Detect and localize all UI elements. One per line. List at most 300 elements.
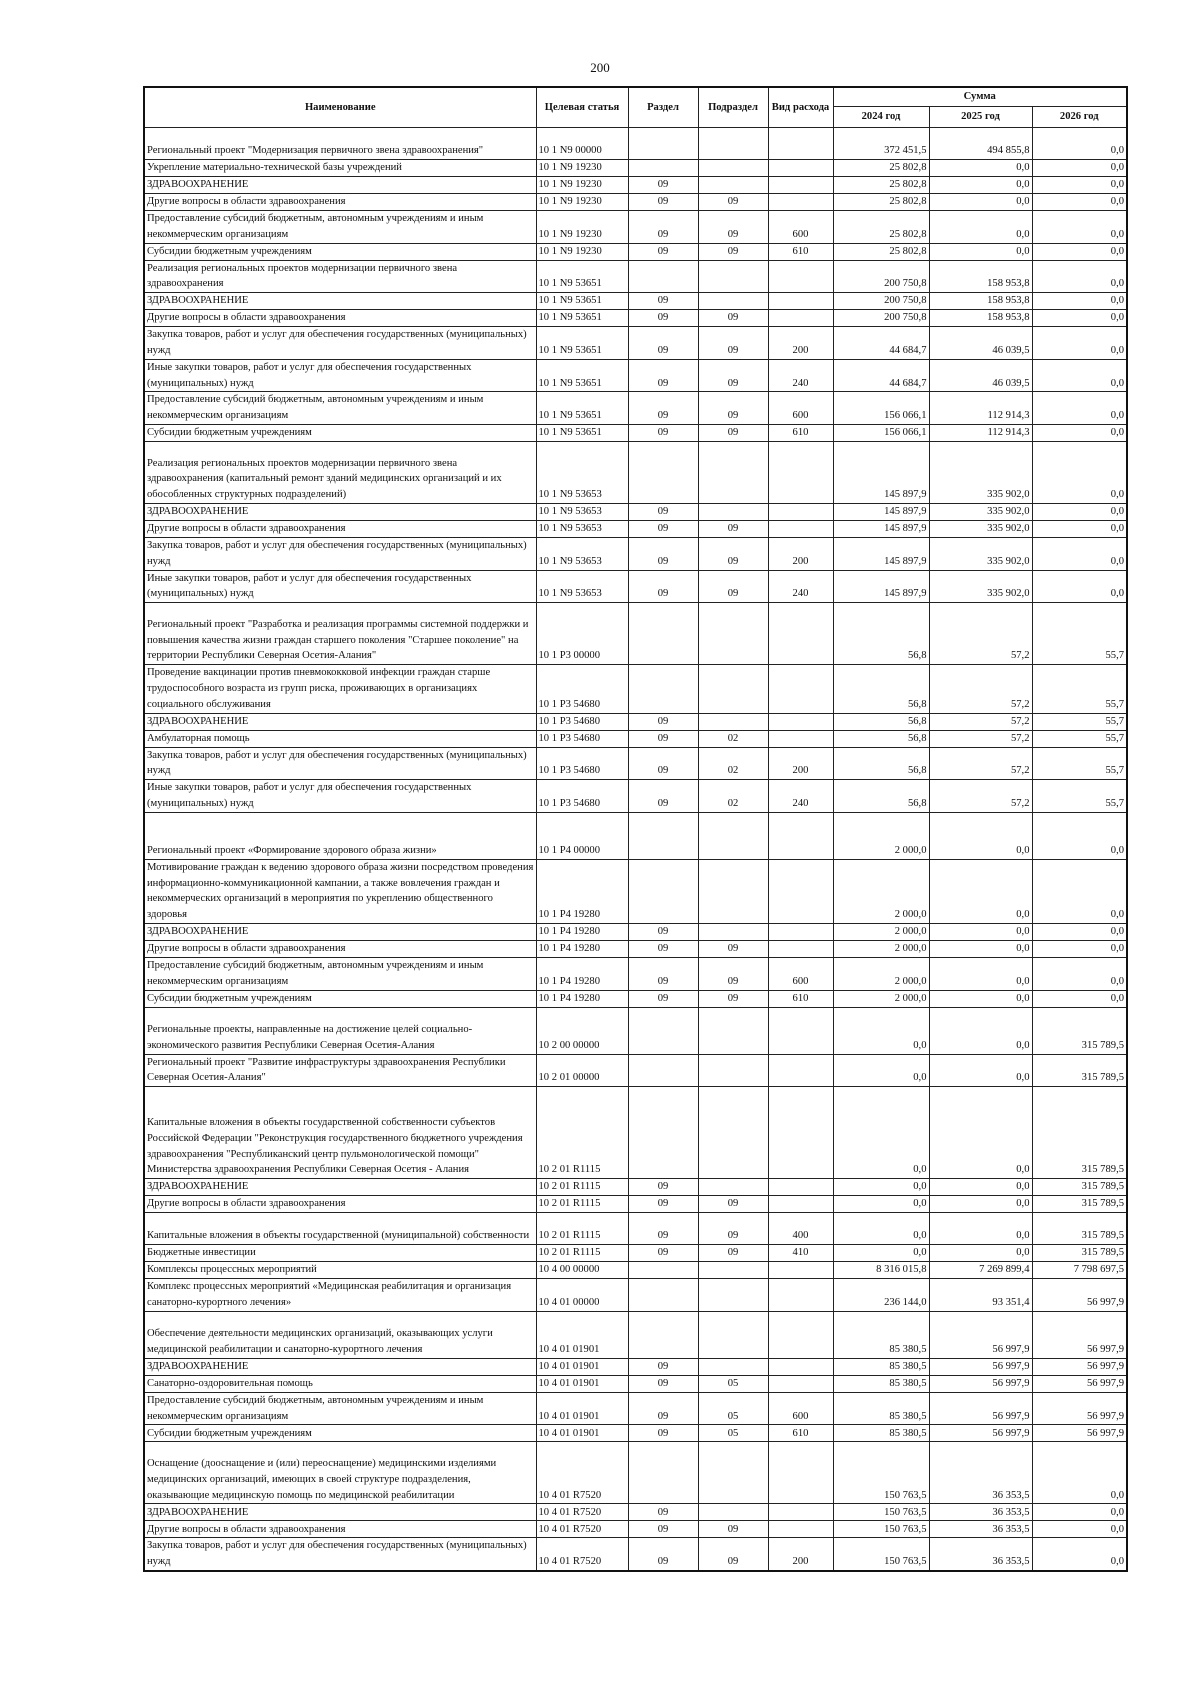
row-subsection — [698, 1311, 768, 1358]
row-value-2026: 0,0 — [1032, 441, 1127, 503]
row-value-2026: 0,0 — [1032, 392, 1127, 425]
table-row — [144, 1521, 1127, 1538]
row-value-2025: 0,0 — [929, 211, 1032, 244]
row-expense-type — [768, 1375, 833, 1392]
row-expense-type: 410 — [768, 1245, 833, 1262]
row-subsection — [698, 1262, 768, 1279]
row-value-2024: 56,8 — [833, 747, 929, 780]
row-value-2025: 57,2 — [929, 665, 1032, 713]
row-subsection: 05 — [698, 1392, 768, 1425]
row-subsection: 02 — [698, 747, 768, 780]
row-value-2024: 25 802,8 — [833, 194, 929, 211]
row-value-2024: 2 000,0 — [833, 957, 929, 990]
row-value-2026: 55,7 — [1032, 603, 1127, 665]
row-value-2026: 0,0 — [1032, 1521, 1127, 1538]
row-subsection — [698, 177, 768, 194]
row-value-2026: 0,0 — [1032, 990, 1127, 1007]
row-target: 10 1 N9 53653 — [536, 441, 628, 503]
row-section: 09 — [628, 747, 698, 780]
row-value-2024: 372 451,5 — [833, 128, 929, 160]
row-section: 09 — [628, 1538, 698, 1571]
row-expense-type — [768, 1054, 833, 1087]
row-name: ЗДРАВООХРАНЕНИЕ — [144, 177, 536, 194]
row-value-2025: 46 039,5 — [929, 359, 1032, 392]
row-value-2024: 156 066,1 — [833, 392, 929, 425]
row-target: 10 4 01 01901 — [536, 1311, 628, 1358]
table-row — [144, 194, 1127, 211]
row-expense-type — [768, 1196, 833, 1213]
row-subsection — [698, 441, 768, 503]
row-value-2025: 0,0 — [929, 859, 1032, 923]
row-target: 10 1 N9 19230 — [536, 160, 628, 177]
row-value-2025: 112 914,3 — [929, 392, 1032, 425]
row-value-2024: 145 897,9 — [833, 570, 929, 603]
row-expense-type — [768, 1279, 833, 1312]
row-value-2025: 494 855,8 — [929, 128, 1032, 160]
row-subsection — [698, 603, 768, 665]
row-target: 10 1 N9 19230 — [536, 177, 628, 194]
row-value-2026: 0,0 — [1032, 520, 1127, 537]
row-section: 09 — [628, 177, 698, 194]
row-name: Закупка товаров, работ и услуг для обеспечения государственных (муниципальных) нужд — [144, 327, 536, 360]
row-value-2025: 57,2 — [929, 780, 1032, 813]
row-subsection: 09 — [698, 392, 768, 425]
row-expense-type: 240 — [768, 780, 833, 813]
row-target: 10 4 01 01901 — [536, 1392, 628, 1425]
row-target: 10 1 P4 19280 — [536, 923, 628, 940]
row-expense-type: 200 — [768, 1538, 833, 1571]
row-value-2026: 0,0 — [1032, 424, 1127, 441]
row-expense-type — [768, 520, 833, 537]
budget-table — [143, 86, 1128, 1572]
row-value-2025: 0,0 — [929, 1054, 1032, 1087]
row-section: 09 — [628, 1213, 698, 1245]
row-value-2026: 0,0 — [1032, 211, 1127, 244]
row-name: Капитальные вложения в объекты государственной (муниципальной) собственности — [144, 1213, 536, 1245]
row-expense-type — [768, 1311, 833, 1358]
row-subsection: 09 — [698, 310, 768, 327]
row-value-2025: 46 039,5 — [929, 327, 1032, 360]
row-expense-type — [768, 812, 833, 859]
table-row — [144, 1392, 1127, 1425]
row-section: 09 — [628, 957, 698, 990]
row-section: 09 — [628, 990, 698, 1007]
row-value-2025: 0,0 — [929, 940, 1032, 957]
row-value-2024: 2 000,0 — [833, 923, 929, 940]
row-name: Предоставление субсидий бюджетным, автономным учреждениям и иным некоммерческим организациям — [144, 957, 536, 990]
row-value-2026: 55,7 — [1032, 665, 1127, 713]
row-name: Обеспечение деятельности медицинских организаций, оказывающих услуги медицинской реабилитации и санаторно-курортного лечения — [144, 1311, 536, 1358]
table-row — [144, 537, 1127, 570]
table-row — [144, 1196, 1127, 1213]
row-subsection — [698, 1007, 768, 1054]
row-target: 10 4 01 01901 — [536, 1425, 628, 1442]
row-target: 10 2 01 R1115 — [536, 1196, 628, 1213]
row-target: 10 4 01 R7520 — [536, 1538, 628, 1571]
table-row — [144, 780, 1127, 813]
row-subsection: 09 — [698, 424, 768, 441]
row-value-2024: 56,8 — [833, 665, 929, 713]
row-expense-type — [768, 859, 833, 923]
row-name: ЗДРАВООХРАНЕНИЕ — [144, 1179, 536, 1196]
row-expense-type: 600 — [768, 957, 833, 990]
row-target: 10 4 01 00000 — [536, 1279, 628, 1312]
row-subsection — [698, 293, 768, 310]
row-value-2024: 85 380,5 — [833, 1311, 929, 1358]
row-value-2025: 0,0 — [929, 1196, 1032, 1213]
row-section: 09 — [628, 570, 698, 603]
row-section: 09 — [628, 1375, 698, 1392]
row-section: 09 — [628, 1504, 698, 1521]
row-name: Проведение вакцинации против пневмококковой инфекции граждан старше трудоспособного возраста из групп риска, проживающих в организациях социального обслуживания — [144, 665, 536, 713]
row-value-2026: 56 997,9 — [1032, 1279, 1127, 1312]
row-expense-type — [768, 1521, 833, 1538]
table-row — [144, 293, 1127, 310]
header-sum: Сумма — [833, 87, 1127, 107]
row-value-2025: 56 997,9 — [929, 1425, 1032, 1442]
row-section — [628, 1442, 698, 1504]
row-target: 10 4 01 R7520 — [536, 1442, 628, 1504]
row-value-2026: 56 997,9 — [1032, 1358, 1127, 1375]
row-expense-type — [768, 730, 833, 747]
row-expense-type — [768, 1087, 833, 1179]
row-target: 10 4 01 01901 — [536, 1358, 628, 1375]
row-value-2025: 0,0 — [929, 160, 1032, 177]
row-value-2025: 335 902,0 — [929, 537, 1032, 570]
row-section: 09 — [628, 392, 698, 425]
row-value-2024: 56,8 — [833, 730, 929, 747]
row-value-2026: 315 789,5 — [1032, 1196, 1127, 1213]
row-section: 09 — [628, 310, 698, 327]
row-value-2024: 150 763,5 — [833, 1538, 929, 1571]
table-row — [144, 1311, 1127, 1358]
row-value-2026: 0,0 — [1032, 128, 1127, 160]
row-name: Реализация региональных проектов модернизации первичного звена здравоохранения (капитальный ремонт зданий медицинских организаций и их обособленных структурных подразделений) — [144, 441, 536, 503]
row-subsection — [698, 260, 768, 293]
row-name: Другие вопросы в области здравоохранения — [144, 310, 536, 327]
row-name: Комплексы процессных мероприятий — [144, 1262, 536, 1279]
row-section: 09 — [628, 730, 698, 747]
row-target: 10 1 N9 53653 — [536, 537, 628, 570]
row-value-2026: 55,7 — [1032, 730, 1127, 747]
row-value-2025: 0,0 — [929, 194, 1032, 211]
row-section: 09 — [628, 1425, 698, 1442]
row-value-2024: 85 380,5 — [833, 1375, 929, 1392]
row-subsection: 09 — [698, 537, 768, 570]
row-subsection — [698, 160, 768, 177]
row-value-2025: 335 902,0 — [929, 520, 1032, 537]
row-subsection — [698, 859, 768, 923]
row-name: Другие вопросы в области здравоохранения — [144, 940, 536, 957]
row-target: 10 1 P4 19280 — [536, 859, 628, 923]
row-value-2026: 0,0 — [1032, 923, 1127, 940]
row-section — [628, 260, 698, 293]
row-subsection: 09 — [698, 570, 768, 603]
row-section — [628, 1279, 698, 1312]
row-section — [628, 1007, 698, 1054]
row-subsection: 09 — [698, 211, 768, 244]
row-value-2024: 145 897,9 — [833, 441, 929, 503]
row-value-2024: 0,0 — [833, 1245, 929, 1262]
table-row — [144, 747, 1127, 780]
row-section: 09 — [628, 243, 698, 260]
table-row — [144, 1179, 1127, 1196]
row-value-2026: 0,0 — [1032, 1442, 1127, 1504]
row-value-2024: 145 897,9 — [833, 520, 929, 537]
row-value-2024: 2 000,0 — [833, 940, 929, 957]
row-name: Иные закупки товаров, работ и услуг для обеспечения государственных (муниципальных) нужд — [144, 780, 536, 813]
row-subsection: 09 — [698, 1213, 768, 1245]
row-section — [628, 1262, 698, 1279]
row-expense-type — [768, 177, 833, 194]
table-row — [144, 570, 1127, 603]
row-target: 10 1 P3 54680 — [536, 713, 628, 730]
row-name: ЗДРАВООХРАНЕНИЕ — [144, 1504, 536, 1521]
row-name: Иные закупки товаров, работ и услуг для обеспечения государственных (муниципальных) нужд — [144, 359, 536, 392]
row-value-2026: 0,0 — [1032, 177, 1127, 194]
row-section: 09 — [628, 520, 698, 537]
row-section: 09 — [628, 503, 698, 520]
row-section — [628, 1087, 698, 1179]
row-subsection — [698, 1279, 768, 1312]
row-target: 10 1 N9 19230 — [536, 243, 628, 260]
row-expense-type — [768, 1179, 833, 1196]
row-value-2024: 0,0 — [833, 1054, 929, 1087]
row-subsection — [698, 503, 768, 520]
row-expense-type — [768, 1007, 833, 1054]
row-value-2025: 56 997,9 — [929, 1358, 1032, 1375]
row-target: 10 2 01 R1115 — [536, 1213, 628, 1245]
row-section: 09 — [628, 327, 698, 360]
table-header — [144, 87, 1127, 128]
row-subsection — [698, 1358, 768, 1375]
row-section: 09 — [628, 1358, 698, 1375]
row-section: 09 — [628, 923, 698, 940]
row-value-2024: 85 380,5 — [833, 1358, 929, 1375]
row-section — [628, 1054, 698, 1087]
row-value-2025: 0,0 — [929, 923, 1032, 940]
row-section: 09 — [628, 1392, 698, 1425]
row-target: 10 4 01 R7520 — [536, 1521, 628, 1538]
row-value-2026: 315 789,5 — [1032, 1087, 1127, 1179]
header-target: Целевая статья — [536, 87, 628, 128]
row-value-2026: 55,7 — [1032, 747, 1127, 780]
row-target: 10 1 P4 00000 — [536, 812, 628, 859]
row-subsection — [698, 1442, 768, 1504]
row-target: 10 2 01 00000 — [536, 1054, 628, 1087]
row-expense-type — [768, 293, 833, 310]
row-value-2024: 2 000,0 — [833, 859, 929, 923]
row-value-2024: 200 750,8 — [833, 293, 929, 310]
row-value-2025: 57,2 — [929, 603, 1032, 665]
table-row — [144, 957, 1127, 990]
row-target: 10 1 N9 53651 — [536, 327, 628, 360]
row-target: 10 4 01 R7520 — [536, 1504, 628, 1521]
row-expense-type: 240 — [768, 570, 833, 603]
row-name: Региональный проект "Разработка и реализация программы системной поддержки и повышения качества жизни граждан старшего поколения "Старшее поколение" на территории Республики Северная Осетия-Алания" — [144, 603, 536, 665]
row-target: 10 1 P3 54680 — [536, 665, 628, 713]
row-value-2024: 0,0 — [833, 1007, 929, 1054]
row-value-2025: 57,2 — [929, 730, 1032, 747]
row-value-2026: 0,0 — [1032, 243, 1127, 260]
row-name: Предоставление субсидий бюджетным, автономным учреждениям и иным некоммерческим организациям — [144, 211, 536, 244]
header-subsection: Подраздел — [698, 87, 768, 128]
table-row — [144, 1358, 1127, 1375]
row-value-2024: 150 763,5 — [833, 1504, 929, 1521]
row-value-2025: 0,0 — [929, 1007, 1032, 1054]
table-row — [144, 424, 1127, 441]
table-row — [144, 243, 1127, 260]
header-expense-type: Вид расхода — [768, 87, 833, 128]
row-subsection: 09 — [698, 940, 768, 957]
row-value-2026: 0,0 — [1032, 940, 1127, 957]
row-value-2024: 8 316 015,8 — [833, 1262, 929, 1279]
row-expense-type: 610 — [768, 243, 833, 260]
row-section: 09 — [628, 940, 698, 957]
row-name: Бюджетные инвестиции — [144, 1245, 536, 1262]
row-value-2025: 112 914,3 — [929, 424, 1032, 441]
row-target: 10 2 00 00000 — [536, 1007, 628, 1054]
row-value-2024: 145 897,9 — [833, 503, 929, 520]
table-row — [144, 730, 1127, 747]
table-row — [144, 1538, 1127, 1571]
row-value-2024: 25 802,8 — [833, 160, 929, 177]
row-value-2026: 0,0 — [1032, 327, 1127, 360]
row-name: Капитальные вложения в объекты государственной собственности субъектов Российской Федерации "Реконструкция государственного бюджетного учреждения здравоохранения "Республиканский центр пульмонологической помощи" Министерства здравоохранения Республики Северная Осетия - Алания — [144, 1087, 536, 1179]
row-section: 09 — [628, 1245, 698, 1262]
row-value-2024: 0,0 — [833, 1087, 929, 1179]
row-name: ЗДРАВООХРАНЕНИЕ — [144, 713, 536, 730]
row-name: Другие вопросы в области здравоохранения — [144, 520, 536, 537]
row-value-2025: 0,0 — [929, 957, 1032, 990]
row-target: 10 1 N9 53651 — [536, 392, 628, 425]
header-2025: 2025 год — [929, 107, 1032, 128]
table-row — [144, 177, 1127, 194]
row-name: Амбулаторная помощь — [144, 730, 536, 747]
row-target: 10 1 N9 53651 — [536, 310, 628, 327]
row-expense-type: 610 — [768, 990, 833, 1007]
row-name: Мотивирование граждан к ведению здорового образа жизни посредством проведения информационно-коммуникационной кампании, а также вовлечения граждан и некоммерческих организаций в мероприятия по укреплению общественного здоровья — [144, 859, 536, 923]
row-value-2026: 0,0 — [1032, 957, 1127, 990]
row-value-2025: 158 953,8 — [929, 260, 1032, 293]
row-expense-type — [768, 603, 833, 665]
row-value-2024: 0,0 — [833, 1196, 929, 1213]
row-subsection: 09 — [698, 327, 768, 360]
table-row — [144, 520, 1127, 537]
row-expense-type — [768, 1262, 833, 1279]
row-value-2024: 2 000,0 — [833, 990, 929, 1007]
row-name: Субсидии бюджетным учреждениям — [144, 424, 536, 441]
row-expense-type — [768, 713, 833, 730]
row-subsection — [698, 128, 768, 160]
row-name: Закупка товаров, работ и услуг для обеспечения государственных (муниципальных) нужд — [144, 747, 536, 780]
row-expense-type — [768, 194, 833, 211]
table-row — [144, 327, 1127, 360]
row-value-2025: 0,0 — [929, 990, 1032, 1007]
row-value-2025: 0,0 — [929, 1245, 1032, 1262]
row-expense-type — [768, 160, 833, 177]
table-row — [144, 1213, 1127, 1245]
row-value-2025: 36 353,5 — [929, 1538, 1032, 1571]
row-target: 10 1 P3 54680 — [536, 780, 628, 813]
table-row — [144, 603, 1127, 665]
row-expense-type: 200 — [768, 747, 833, 780]
table-row — [144, 1007, 1127, 1054]
row-section: 09 — [628, 537, 698, 570]
row-value-2025: 36 353,5 — [929, 1521, 1032, 1538]
row-subsection — [698, 1054, 768, 1087]
row-expense-type: 610 — [768, 1425, 833, 1442]
row-expense-type — [768, 940, 833, 957]
row-subsection: 05 — [698, 1425, 768, 1442]
row-value-2025: 56 997,9 — [929, 1392, 1032, 1425]
row-subsection: 09 — [698, 194, 768, 211]
row-value-2026: 315 789,5 — [1032, 1245, 1127, 1262]
row-value-2024: 25 802,8 — [833, 243, 929, 260]
row-subsection — [698, 1179, 768, 1196]
row-value-2026: 0,0 — [1032, 859, 1127, 923]
row-target: 10 1 P4 19280 — [536, 990, 628, 1007]
row-section: 09 — [628, 194, 698, 211]
row-value-2024: 156 066,1 — [833, 424, 929, 441]
row-section: 09 — [628, 211, 698, 244]
row-value-2026: 0,0 — [1032, 812, 1127, 859]
header-name: Наименование — [144, 87, 536, 128]
row-value-2026: 0,0 — [1032, 537, 1127, 570]
row-section — [628, 160, 698, 177]
row-name: Региональный проект «Формирование здорового образа жизни» — [144, 812, 536, 859]
row-target: 10 1 P4 19280 — [536, 957, 628, 990]
row-name: Субсидии бюджетным учреждениям — [144, 243, 536, 260]
table-row — [144, 260, 1127, 293]
table-body — [144, 128, 1127, 1571]
row-subsection: 09 — [698, 359, 768, 392]
row-name: ЗДРАВООХРАНЕНИЕ — [144, 503, 536, 520]
table-row — [144, 665, 1127, 713]
row-subsection: 09 — [698, 520, 768, 537]
row-value-2026: 0,0 — [1032, 310, 1127, 327]
row-value-2025: 335 902,0 — [929, 570, 1032, 603]
row-value-2025: 57,2 — [929, 713, 1032, 730]
row-expense-type — [768, 441, 833, 503]
row-section — [628, 441, 698, 503]
row-subsection: 09 — [698, 990, 768, 1007]
table-row — [144, 1425, 1127, 1442]
row-target: 10 1 N9 53653 — [536, 520, 628, 537]
row-name: ЗДРАВООХРАНЕНИЕ — [144, 293, 536, 310]
table-row — [144, 1245, 1127, 1262]
row-value-2026: 7 798 697,5 — [1032, 1262, 1127, 1279]
row-value-2026: 0,0 — [1032, 160, 1127, 177]
row-expense-type: 600 — [768, 211, 833, 244]
row-subsection: 02 — [698, 730, 768, 747]
row-value-2024: 56,8 — [833, 603, 929, 665]
row-value-2025: 158 953,8 — [929, 293, 1032, 310]
row-value-2025: 93 351,4 — [929, 1279, 1032, 1312]
row-value-2024: 150 763,5 — [833, 1521, 929, 1538]
table-row — [144, 1279, 1127, 1312]
row-section: 09 — [628, 424, 698, 441]
table-row — [144, 128, 1127, 160]
row-value-2026: 315 789,5 — [1032, 1054, 1127, 1087]
row-value-2026: 315 789,5 — [1032, 1213, 1127, 1245]
row-subsection: 09 — [698, 1538, 768, 1571]
row-section — [628, 128, 698, 160]
row-name: ЗДРАВООХРАНЕНИЕ — [144, 923, 536, 940]
row-value-2024: 56,8 — [833, 713, 929, 730]
row-name: Санаторно-оздоровительная помощь — [144, 1375, 536, 1392]
row-target: 10 1 N9 00000 — [536, 128, 628, 160]
